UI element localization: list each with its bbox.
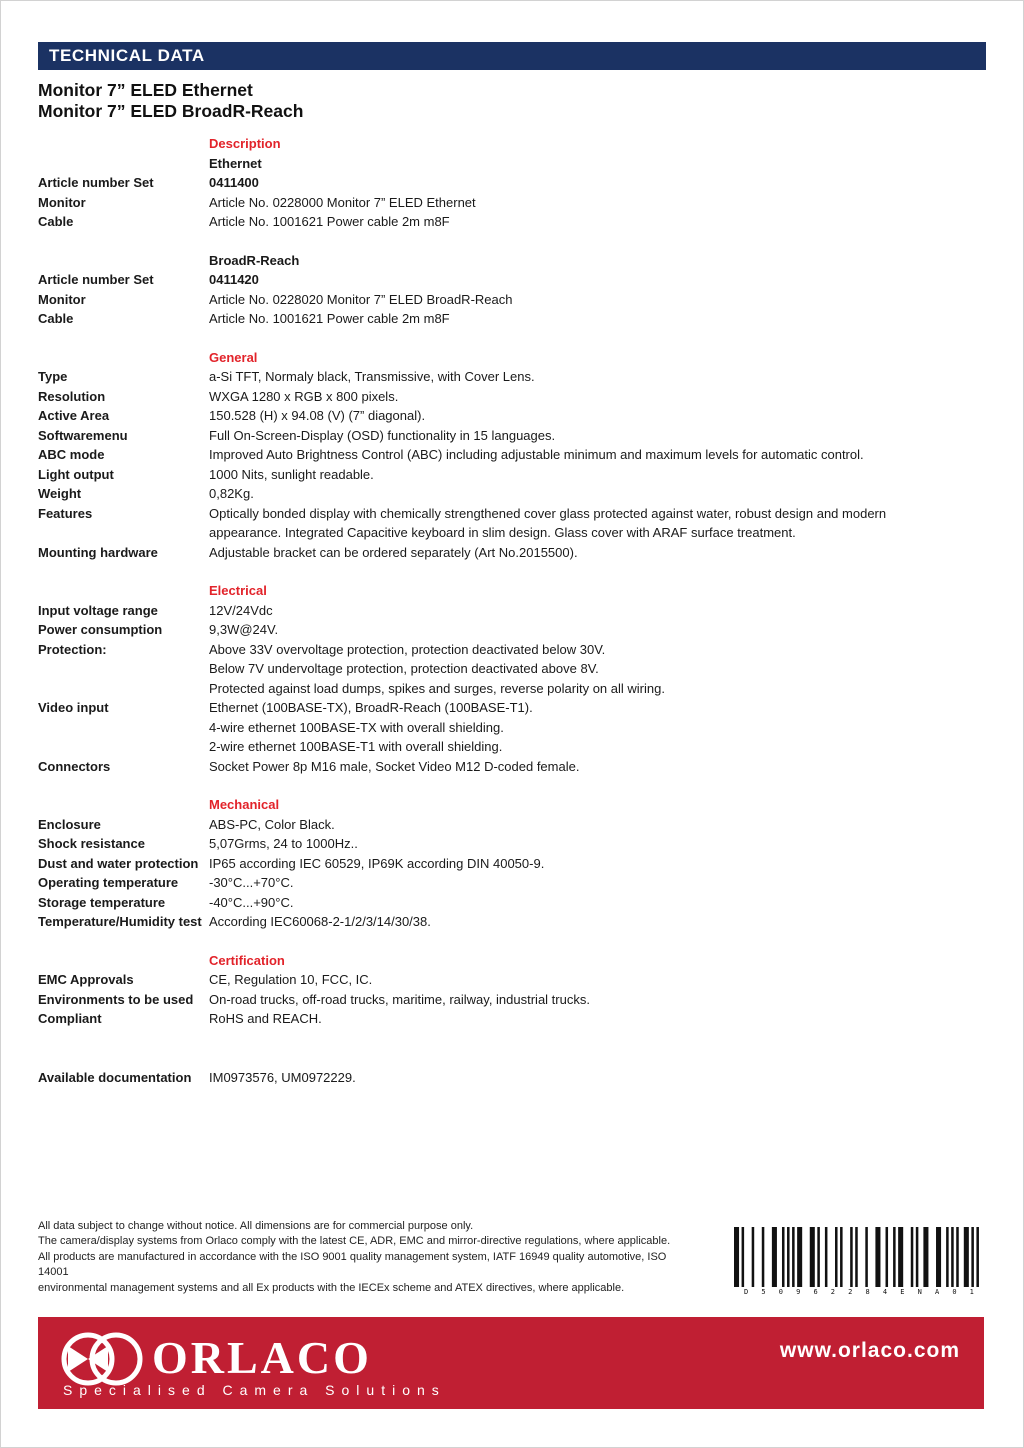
brand-tagline: Specialised Camera Solutions	[63, 1382, 446, 1398]
spec-section	[38, 795, 986, 932]
section-heading: Electrical	[209, 583, 267, 598]
spec-row	[38, 367, 986, 387]
spec-value: 9,3W@24V.	[209, 622, 279, 637]
spec-value: Adjustable bracket can be ordered separately (Art No.2015500).	[209, 544, 578, 560]
spec-label: Connectors	[38, 758, 111, 774]
spec-label: Compliant	[38, 1011, 102, 1026]
barcode-char: D	[744, 1288, 749, 1296]
spec-label: Operating temperature	[38, 875, 179, 890]
spec-value: BroadR-Reach	[209, 252, 300, 268]
spec-value: WXGA 1280 x RGB x 800 pixels.	[209, 388, 399, 404]
spec-row	[38, 815, 986, 835]
spec-label: Video input	[38, 700, 109, 715]
barcode-bars	[734, 1227, 984, 1287]
disclaimer-line: All products are manufactured in accordance with the ISO 9001 quality management system, IATF 16949 quality automotive, ISO 14001	[38, 1250, 667, 1278]
spec-row	[38, 387, 986, 407]
spec-value: IP65 according IEC 60529, IP69K according DIN 40050-9.	[209, 855, 545, 871]
spec-label: Article number Set	[38, 175, 154, 190]
spec-value	[209, 504, 886, 543]
page-bottom	[38, 1219, 984, 1410]
spec-row	[38, 912, 986, 932]
section-heading: Mechanical	[209, 797, 280, 812]
technical-data-header-bar	[38, 42, 986, 70]
barcode-char: 0	[952, 1288, 957, 1296]
spec-value: Article No. 0228000 Monitor 7” ELED Ethernet	[209, 194, 476, 210]
spec-row	[38, 251, 986, 271]
spec-row	[38, 640, 986, 699]
spec-row	[38, 309, 986, 329]
spec-value: According IEC60068-2-1/2/3/14/30/38.	[209, 914, 431, 929]
barcode-char: 5	[761, 1288, 766, 1296]
spec-value: RoHS and REACH.	[209, 1011, 322, 1026]
spec-label: ABC mode	[38, 447, 105, 462]
barcode-text	[734, 1287, 984, 1296]
spec-row	[38, 193, 986, 213]
spec-value: Article No. 1001621 Power cable 2m m8F	[209, 311, 450, 326]
spec-value-line: Protected against load dumps, spikes and surges, reverse polarity on all wiring.	[209, 680, 665, 696]
spec-row	[38, 970, 986, 990]
spec-label: Storage temperature	[38, 894, 166, 910]
spec-value-line: Below 7V undervoltage protection, protection deactivated above 8V.	[209, 661, 599, 676]
product-title-broadr-reach: Monitor 7” ELED BroadR-Reach	[38, 101, 304, 121]
section-heading: Certification	[209, 952, 285, 968]
spec-value-line: Optically bonded display with chemically strengthened cover glass protected against water, robust design and modern	[209, 505, 887, 521]
spec-row	[38, 465, 986, 485]
spec-section	[38, 348, 986, 563]
spec-label: Enclosure	[38, 816, 101, 832]
spec-value: 150.528 (H) x 94.08 (V) (7” diagonal).	[209, 408, 426, 423]
spec-label: Available documentation	[38, 1069, 192, 1085]
spec-value: On-road trucks, off-road trucks, maritime, railway, industrial trucks.	[209, 991, 590, 1007]
barcode-char: 1	[969, 1288, 974, 1296]
spec-value-line: 2-wire ethernet 100BASE-T1 with overall shielding.	[209, 739, 503, 754]
spec-row	[38, 1009, 986, 1029]
barcode-char: 0	[778, 1288, 783, 1296]
spec-value: 0,82Kg.	[209, 486, 254, 501]
barcode-char: 8	[865, 1288, 870, 1296]
spec-row	[38, 426, 986, 446]
section-heading: Description	[209, 136, 281, 151]
spec-value: Ethernet	[209, 155, 262, 171]
spec-value: IM0973576, UM0972229.	[209, 1069, 356, 1085]
spec-label: Monitor	[38, 194, 86, 210]
spec-label: Type	[38, 369, 68, 384]
product-titles	[38, 80, 303, 122]
disclaimer-line: All data subject to change without notice. All dimensions are for commercial purpose only.	[38, 1219, 474, 1232]
spec-value: Socket Power 8p M16 male, Socket Video M12 D-coded female.	[209, 758, 580, 774]
spec-row	[38, 154, 986, 174]
spec-label	[38, 154, 209, 174]
spec-section	[38, 951, 986, 1029]
barcode-char: 9	[796, 1288, 801, 1296]
spec-label: Active Area	[38, 408, 110, 423]
spec-value: 1000 Nits, sunlight readable.	[209, 466, 374, 482]
spec-label: Shock resistance	[38, 836, 145, 851]
spec-row	[38, 406, 986, 426]
spec-section	[38, 581, 986, 776]
spec-label: Features	[38, 505, 93, 521]
spec-label: Mounting hardware	[38, 544, 158, 560]
spec-value	[209, 640, 665, 699]
spec-label: Cable	[38, 214, 74, 229]
barcode	[734, 1227, 984, 1296]
spec-section	[38, 1068, 986, 1088]
spec-label: Resolution	[38, 388, 106, 404]
spec-label: Protection:	[38, 641, 107, 657]
barcode-char: E	[900, 1288, 905, 1296]
spec-row	[38, 893, 986, 913]
disclaimer-line: The camera/display systems from Orlaco comply with the latest CE, ADR, EMC and mirror-directive regulations, where applicable.	[38, 1235, 671, 1247]
spec-value: 12V/24Vdc	[209, 602, 273, 618]
spec-label: Softwaremenu	[38, 427, 128, 443]
spec-label: Temperature/Humidity test	[38, 914, 202, 929]
barcode-char: 6	[813, 1288, 818, 1296]
barcode-char: N	[917, 1288, 922, 1296]
spec-row	[38, 270, 986, 290]
spec-row	[38, 620, 986, 640]
spec-row	[38, 445, 986, 465]
spec-value: Article No. 1001621 Power cable 2m m8F	[209, 214, 450, 229]
barcode-char: 2	[830, 1288, 836, 1296]
spec-label	[38, 251, 209, 271]
spec-value: 0411420	[209, 272, 259, 287]
spec-label: Environments to be used	[38, 991, 194, 1007]
spec-label: Input voltage range	[38, 602, 158, 618]
spec-section	[38, 134, 986, 232]
spec-row	[38, 290, 986, 310]
spec-section	[38, 251, 986, 329]
product-title-ethernet: Monitor 7” ELED Ethernet	[38, 80, 253, 100]
spec-value: Article No. 0228020 Monitor 7” ELED BroadR-Reach	[209, 291, 513, 307]
spec-value: Full On-Screen-Display (OSD) functionality in 15 languages.	[209, 427, 556, 443]
spec-row	[38, 990, 986, 1010]
spec-row	[38, 757, 986, 777]
spec-label: Article number Set	[38, 272, 154, 287]
orlaco-logo-icon	[60, 1330, 146, 1388]
spec-value: 0411400	[209, 175, 259, 190]
spec-row	[38, 601, 986, 621]
spec-value: ABS-PC, Color Black.	[209, 816, 335, 832]
spec-row	[38, 484, 986, 504]
spec-row	[38, 543, 986, 563]
barcode-char: 2	[848, 1288, 853, 1296]
spec-row	[38, 173, 986, 193]
spec-value: a-Si TFT, Normaly black, Transmissive, with Cover Lens.	[209, 369, 535, 384]
spec-label: Dust and water protection	[38, 855, 199, 871]
spec-row	[38, 1068, 986, 1088]
spec-value: -30°C...+70°C.	[209, 875, 294, 890]
orlaco-wordmark: ORLACO	[152, 1332, 372, 1383]
spec-label: Light output	[38, 466, 114, 482]
spec-label: Cable	[38, 311, 74, 326]
spec-label: Power consumption	[38, 622, 163, 637]
disclaimer-line: environmental management systems and all Ex products with the IECEx scheme and ATEX directives, where applicable.	[38, 1281, 625, 1294]
barcode-char: 4	[882, 1288, 888, 1296]
spec-value-line: appearance. Integrated Capacitive keyboard in slim design. Glass cover with ARAF surface treatment.	[209, 525, 796, 540]
legal-disclaimer	[38, 1219, 698, 1297]
spec-table	[38, 134, 986, 1087]
spec-row	[38, 212, 986, 232]
spec-value-line: Above 33V overvoltage protection, protection deactivated below 30V.	[209, 641, 606, 657]
spec-row	[38, 698, 986, 757]
section-heading: General	[209, 349, 258, 365]
orlaco-logo	[60, 1330, 372, 1388]
spec-value: CE, Regulation 10, FCC, IC.	[209, 972, 373, 987]
spec-value: Improved Auto Brightness Control (ABC) including adjustable minimum and maximum levels for automatic control.	[209, 447, 864, 462]
spec-row	[38, 873, 986, 893]
spec-value-line: 4-wire ethernet 100BASE-TX with overall shielding.	[209, 719, 504, 735]
spec-label: Monitor	[38, 291, 86, 307]
spec-row	[38, 834, 986, 854]
website-url: www.orlaco.com	[779, 1339, 960, 1362]
pre-footer	[38, 1219, 984, 1297]
spec-value: -40°C...+90°C.	[209, 894, 294, 910]
spec-row	[38, 854, 986, 874]
barcode-char: A	[934, 1288, 940, 1296]
spec-value: 5,07Grms, 24 to 1000Hz..	[209, 836, 358, 851]
spec-value-line: Ethernet (100BASE-TX), BroadR-Reach (100BASE-T1).	[209, 700, 533, 715]
spec-label: Weight	[38, 486, 82, 501]
spec-label: EMC Approvals	[38, 972, 134, 987]
footer-brand-bar	[38, 1317, 984, 1409]
header-bar-label: TECHNICAL DATA	[49, 46, 205, 65]
spec-row	[38, 504, 986, 543]
spec-value	[209, 698, 533, 757]
